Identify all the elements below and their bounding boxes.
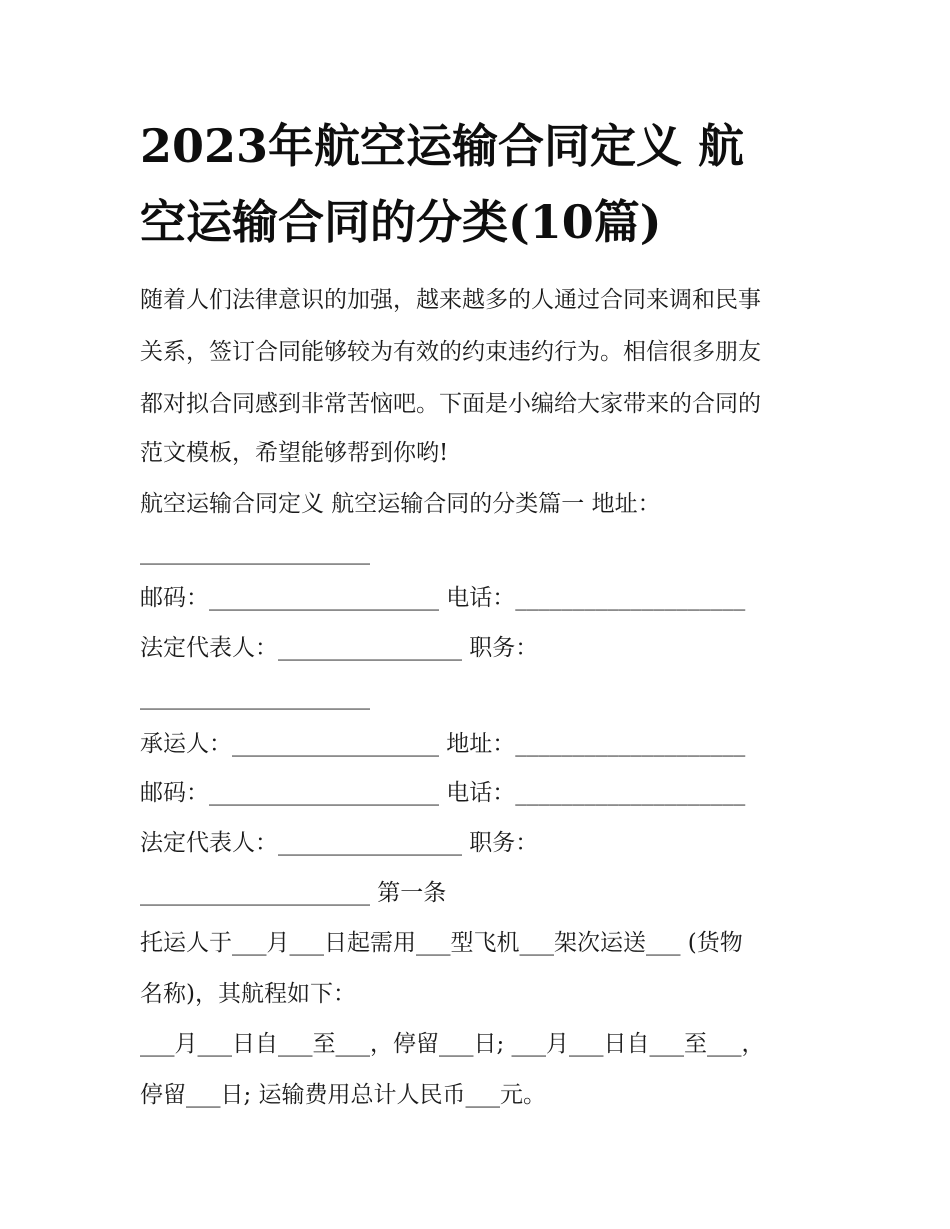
postcode-phone-line: 邮码：____________________ 电话：____________________ [140,780,746,806]
carrier-address-line: 承运人：__________________ 地址：____________________ [140,731,746,757]
blank-line: ____________________ [140,539,370,565]
intro-line-2: 关系，签订合同能够较为有效的约束违约行为。相信很多朋友 [140,339,761,365]
legal-rep-line: 法定代表人：________________ 职务： [140,830,539,856]
postcode-phone-line: 邮码：____________________ 电话：____________________ [140,585,746,611]
intro-line-3: 都对拟合同感到非常苦恼吧。下面是小编给大家带来的合同的 [140,391,761,417]
article-one-line: ____________________ 第一条 [140,880,447,906]
intro-line-4: 范文模板，希望能够帮到你哟! [140,440,449,466]
contract-text-line: 名称)，其航程如下： [140,981,356,1007]
legal-rep-line: 法定代表人：________________ 职务： [140,635,539,661]
blank-line: ____________________ [140,684,370,710]
intro-line-1: 随着人们法律意识的加强，越来越多的人通过合同来调和民事 [140,287,761,313]
title-line-1: 2023年航空运输合同定义 航 [140,119,745,173]
document-title [140,108,830,260]
contract-text-line: ___月___日自___至___，停留___日; ___月___日自___至___， [140,1031,765,1057]
title-line-2: 空运输合同的分类(10篇) [140,195,662,249]
contract-text-line: 停留___日; 运输费用总计人民币___元。 [140,1082,547,1108]
contract-text-line: 托运人于___月___日起需用___型飞机___架次运送___ (货物 [140,930,743,956]
section-heading-line: 航空运输合同定义 航空运输合同的分类篇一 地址： [140,491,661,517]
